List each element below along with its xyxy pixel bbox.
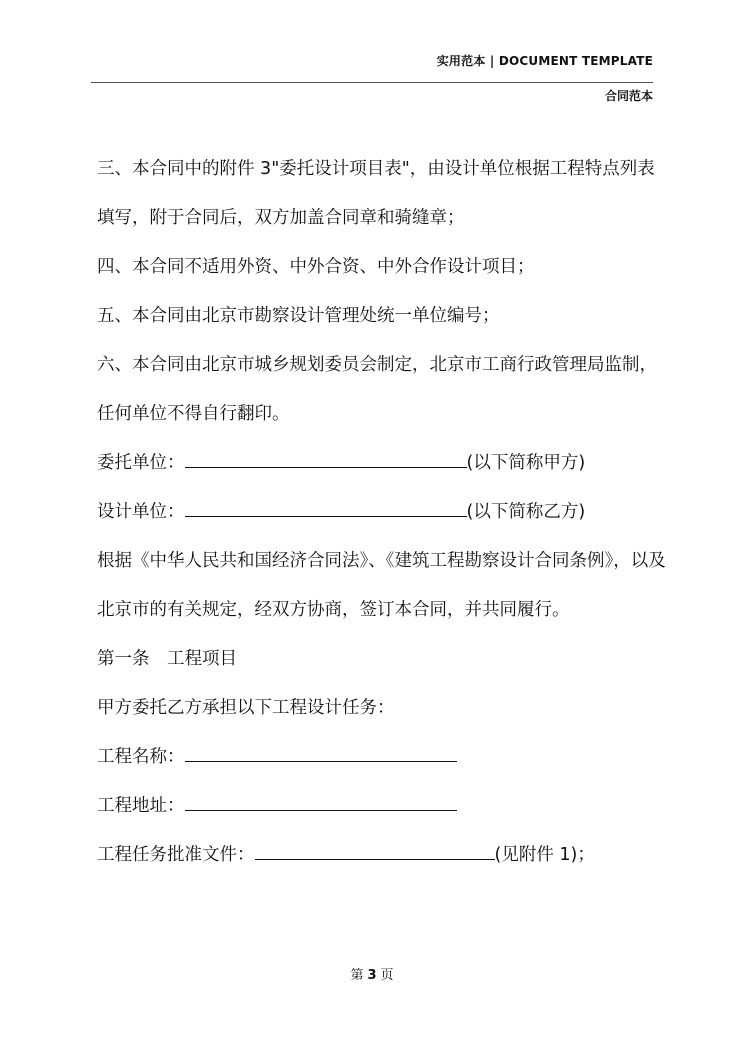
project-address-label: 工程地址： (97, 796, 185, 816)
article-1-title: 第一条 工程项目 (97, 649, 237, 669)
project-name-blank (185, 743, 457, 762)
project-name-label: 工程名称： (97, 747, 185, 767)
paragraph-item-6: 六、本合同由北京市城乡规划委员会制定，北京市工商行政管理局监制，任何单位不得自行翻印。 (97, 355, 657, 424)
client-suffix: (以下简称甲方) (466, 453, 586, 473)
designer-blank (185, 498, 467, 517)
project-address-line (97, 782, 667, 831)
footer-suffix: 页 (380, 968, 394, 983)
designer-label: 设计单位： (97, 502, 185, 522)
paragraph-item-3: 三、本合同中的附件 3"委托设计项目表"，由设计单位根据工程特点列表填写，附于合同后，双方加盖合同章和骑缝章； (97, 159, 655, 228)
preamble-paragraph: 根据《中华人民共和国经济合同法》、《建筑工程勘察设计合同条例》，以及北京市的有关规定，经双方协商，签订本合同，并共同履行。 (97, 551, 666, 620)
client-blank (185, 449, 467, 468)
header-divider (91, 82, 653, 83)
client-line (97, 439, 667, 488)
document-body (97, 145, 667, 880)
designer-line (97, 488, 667, 537)
client-label: 委托单位： (97, 453, 185, 473)
project-address-blank (185, 792, 457, 811)
page-footer (0, 964, 744, 983)
approval-doc-suffix: (见附件 1)； (494, 845, 595, 865)
paragraph-item-4: 四、本合同不适用外资、中外合资、中外合作设计项目； (97, 257, 535, 277)
paragraph-item-5: 五、本合同由北京市勘察设计管理处统一单位编号； (97, 306, 500, 326)
approval-doc-blank (255, 841, 495, 860)
approval-doc-line (97, 831, 667, 880)
footer-prefix: 第 (350, 968, 364, 983)
article-1-intro: 甲方委托乙方承担以下工程设计任务： (97, 698, 395, 718)
project-name-line (97, 733, 667, 782)
header-title: 实用范本 | DOCUMENT TEMPLATE (436, 54, 653, 68)
approval-doc-label: 工程任务批准文件： (97, 845, 255, 865)
page-number: 3 (367, 968, 377, 983)
header-subtitle: 合同范本 (604, 89, 653, 103)
designer-suffix: (以下简称乙方) (466, 502, 586, 522)
